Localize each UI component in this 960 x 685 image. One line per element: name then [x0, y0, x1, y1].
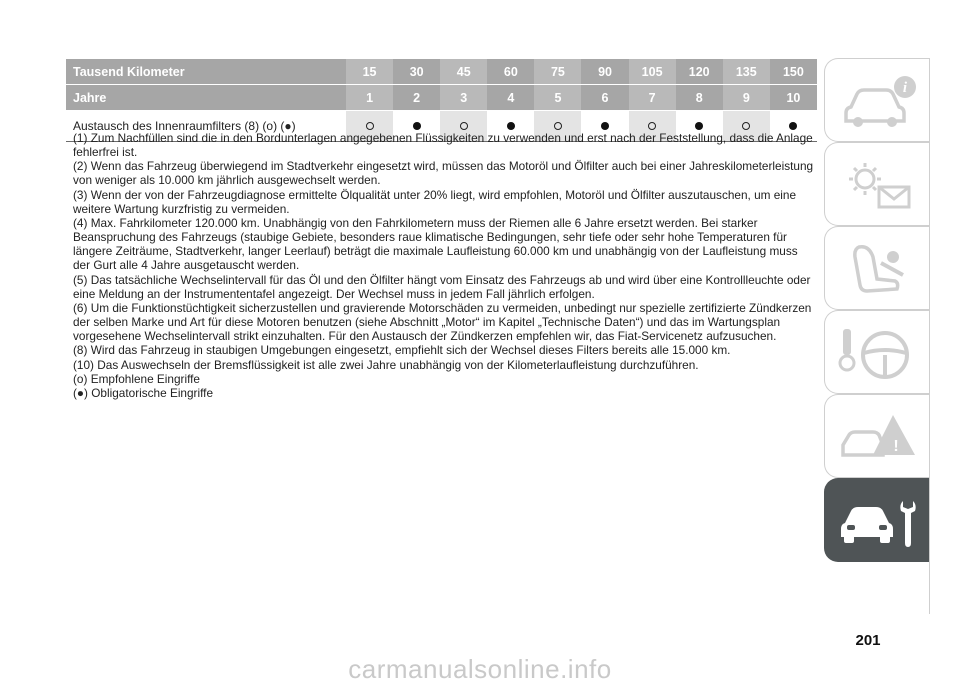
header-year-value: 8	[676, 85, 723, 110]
chapter-tab[interactable]	[824, 394, 930, 478]
maintenance-table	[66, 59, 817, 142]
header-km-value: 150	[770, 59, 817, 84]
header-km-value: 120	[676, 59, 723, 84]
header-year-value: 10	[770, 85, 817, 110]
mandatory-mark	[789, 122, 797, 130]
header-year-value: 6	[581, 85, 628, 110]
svg-text:i: i	[902, 80, 908, 96]
tab-rail	[929, 58, 930, 614]
footnote: (6) Um die Funktionstüchtigkeit sicherzustellen und gravierende Motorschäden zu vermeiden, unbedingt nur spezielle zertifizierte Zündkerzen der selben Marke und Art für diese Motoren benutzen (siehe Abschnitt „Motor“ im Kapitel „Technische Daten“) und das im Wartungsplan vorgesehene Wechselintervall strikt einzuhalten. Für den Austausch der Zündkerzen empfehlen wir, das Fiat-Servicenetz aufzusuchen.	[73, 300, 812, 344]
car-wrench-icon	[833, 487, 923, 555]
header-year-value: 9	[723, 85, 770, 110]
recommended-mark	[366, 122, 374, 130]
table-header-km	[66, 59, 817, 84]
header-km-value: 15	[346, 59, 393, 84]
chapter-tab[interactable]	[824, 58, 930, 142]
footnote: (●) Obligatorische Eingriffe	[73, 385, 214, 400]
header-km-value: 105	[629, 59, 676, 84]
svg-text:!: !	[893, 438, 899, 455]
header-year-value: 1	[346, 85, 393, 110]
page-number: 201	[855, 632, 881, 649]
watermark: carmanualsonline.info	[348, 654, 612, 684]
recommended-mark	[742, 122, 750, 130]
mandatory-mark	[413, 122, 421, 130]
car-accident-icon	[833, 403, 923, 471]
header-km-label: Tausend Kilometer	[73, 64, 185, 79]
recommended-mark	[648, 122, 656, 130]
row-label: Austausch des Innenraumfilters (8) (o) (●)	[73, 119, 296, 133]
header-years-label: Jahre	[73, 90, 107, 105]
chapter-tab[interactable]	[824, 142, 930, 226]
mandatory-mark	[507, 122, 515, 130]
footnote: (5) Das tatsächliche Wechselintervall für das Öl und den Ölfilter hängt vom Einsatz des Fahrzeugs ab und wird über eine Kontrollleuchte oder eine Meldung an der Instrumententafel angezeigt. Der Wechsel muss in jedem Fall jährlich erfolgen.	[73, 272, 811, 301]
warning-light-message-icon	[833, 151, 923, 219]
seat-airbag-icon	[833, 235, 923, 303]
footnote: (10) Das Auswechseln der Bremsflüssigkeit ist alle zwei Jahre unabhängig von der Kilometerlaufleistung durchzuführen.	[73, 357, 699, 372]
steering-wheel-key-icon	[833, 319, 923, 387]
header-km-value: 60	[487, 59, 534, 84]
footnotes	[73, 131, 817, 400]
header-km-value: 90	[581, 59, 628, 84]
footnote: (4) Max. Fahrkilometer 120.000 km. Unabhängig von den Fahrkilometern muss der Riemen alle 6 Jahre ersetzt werden. Bei starker Beanspruchung des Fahrzeugs (staubige Gebiete, besonders raue klimatische Bedingungen, sehr tiefe oder sehr hohe Temperaturen für längere Zeiträume, Stadtverkehr, langer Leerlauf) beträgt die maximale Laufleistung 60.000 km und unabhängig von der Laufleistung muss der Gurt alle 4 Jahre ausgetauscht werden.	[73, 215, 798, 273]
header-km-value: 135	[723, 59, 770, 84]
header-year-value: 5	[534, 85, 581, 110]
footnote: (1) Zum Nachfüllen sind die in den Bordunterlagen angegebenen Flüssigkeiten zu verwenden und erst nach der Feststellung, dass die Anlage fehlerfrei ist.	[73, 131, 813, 160]
recommended-mark	[460, 122, 468, 130]
header-year-value: 4	[487, 85, 534, 110]
mandatory-mark	[695, 122, 703, 130]
header-km-value: 30	[393, 59, 440, 84]
header-year-value: 3	[440, 85, 487, 110]
footnote: (o) Empfohlene Eingriffe	[73, 371, 200, 386]
chapter-tab[interactable]	[824, 478, 930, 562]
car-info-icon	[833, 67, 923, 135]
chapter-tab[interactable]	[824, 226, 930, 310]
footnote: (2) Wenn das Fahrzeug überwiegend im Stadtverkehr eingesetzt wird, müssen das Motoröl und Ölfilter auch bei einer Jahreskilometerleistung von weniger als 10.000 km jährlich ausgewechselt werden.	[73, 159, 814, 188]
header-year-value: 2	[393, 85, 440, 110]
header-km-value: 75	[534, 59, 581, 84]
header-km-value: 45	[440, 59, 487, 84]
table-header-years	[66, 85, 817, 110]
recommended-mark	[554, 122, 562, 130]
mandatory-mark	[601, 122, 609, 130]
chapter-tab[interactable]	[824, 310, 930, 394]
header-year-value: 7	[629, 85, 676, 110]
footnote: (8) Wird das Fahrzeug in staubigen Umgebungen eingesetzt, empfiehlt sich der Wechsel dieses Filters bereits alle 15.000 km.	[73, 343, 731, 358]
footnote: (3) Wenn der von der Fahrzeugdiagnose ermittelte Ölqualität unter 20% liegt, wird empfohlen, Motoröl und Ölfilter auszutauschen, um eine weitere Wartung kurzfristig zu vermeiden.	[73, 187, 797, 216]
